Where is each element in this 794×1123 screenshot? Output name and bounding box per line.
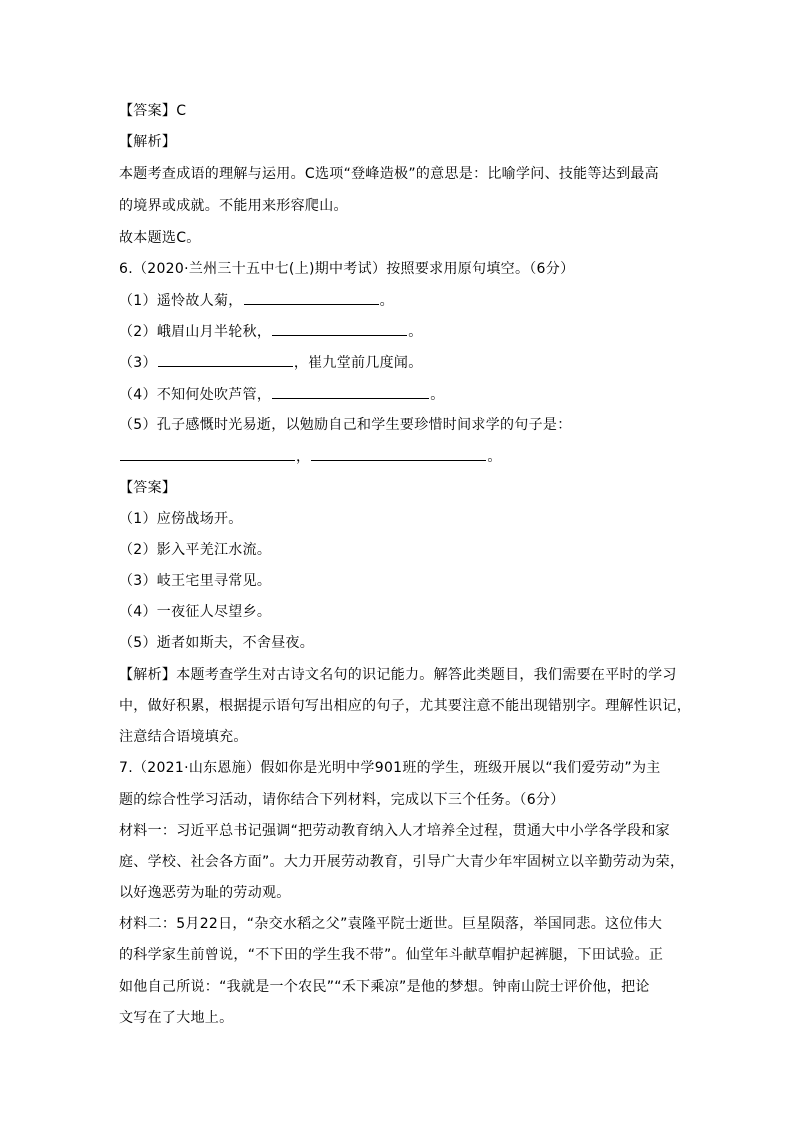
q7-material2-line-1: 材料二：5月22日，“杂交水稻之父”袁隆平院士逝世。巨星陨落，举国同悲。这位伟大 bbox=[119, 916, 663, 932]
q7-material1-line-2: 庭、学校、社会各方面”。大力开展劳动教育，引导广大青少年牢固树立以辛勤劳动为荣， bbox=[119, 854, 685, 870]
q7-material1-line-3: 以好逸恶劳为耻的劳动观。 bbox=[119, 885, 291, 901]
q6-item-5: （5）孔子感慨时光易逝，以勉励自己和学生要珍惜时间求学的句子是： bbox=[119, 417, 572, 433]
q6-item-4: （4）不知何处吹芦管， 。 bbox=[119, 384, 445, 405]
q7-material1-line-1: 材料一：习近平总书记强调“把劳动教育纳入人才培养全过程，贯通大中小学各学段和家 bbox=[119, 823, 670, 839]
q6-analysis-line-2: 中，做好积累，根据提示语句写出相应的句子，尤其要注意不能出现错别字。理解性识记， bbox=[119, 698, 691, 714]
q5-analysis-line-1: 本题考查成语的理解与运用。C选项“登峰造极”的意思是：比喻学问、技能等达到最高 bbox=[119, 166, 659, 182]
q5-conclusion: 故本题选C。 bbox=[119, 230, 201, 246]
q6-answer-label: 【答案】 bbox=[119, 480, 177, 496]
q6-answer-2: （2）影入平羌江水流。 bbox=[119, 542, 272, 558]
q7-material2-line-3: 如他自己所说：“我就是一个农民”“禾下乘凉”是他的梦想。钟南山院士评价他，把论 bbox=[119, 979, 650, 995]
q5-analysis-label: 【解析】 bbox=[119, 134, 177, 150]
q6-answer-5: （5）逝者如斯夫，不舍昼夜。 bbox=[119, 635, 315, 651]
q5-analysis-line-2: 的境界或成就。不能用来形容爬山。 bbox=[119, 198, 348, 214]
q6-analysis-line-1: 【解析】本题考查学生对古诗文名句的识记能力。解答此类题目，我们需要在平时的学习 bbox=[119, 667, 677, 683]
fill-blank[interactable] bbox=[120, 446, 295, 461]
q7-material2-line-2: 的科学家生前曾说，“不下田的学生我不带”。仙堂年斗献草帽护起裤腿，下田试验。正 bbox=[119, 947, 664, 963]
q6-answer-3: （3）岐王宅里寻常见。 bbox=[119, 573, 272, 589]
q6-item-5-blanks: ， 。 bbox=[119, 446, 502, 467]
fill-blank[interactable] bbox=[311, 446, 486, 461]
fill-blank[interactable] bbox=[158, 352, 293, 367]
q7-stem-line-1: 7.（2021·山东恩施）假如你是光明中学901班的学生，班级开展以“我们爱劳动”为主 bbox=[119, 760, 661, 776]
q5-answer-label: 【答案】C bbox=[119, 103, 187, 119]
q6-stem: 6.（2020·兰州三十五中七(上)期中考试）按照要求用原句填空。（6分） bbox=[119, 261, 575, 277]
q6-answer-4: （4）一夜征人尽望乡。 bbox=[119, 604, 272, 620]
fill-blank[interactable] bbox=[272, 321, 407, 336]
q7-stem-line-2: 题的综合性学习活动，请你结合下列材料，完成以下三个任务。（6分） bbox=[119, 792, 565, 808]
q6-item-1: （1）遥怜故人菊， 。 bbox=[119, 290, 394, 311]
fill-blank[interactable] bbox=[272, 384, 429, 399]
q6-item-3: （3） ，崔九堂前几度闻。 bbox=[119, 352, 423, 373]
fill-blank[interactable] bbox=[244, 290, 379, 305]
q6-analysis-line-3: 注意结合语境填充。 bbox=[119, 729, 248, 745]
q7-material2-line-4: 文写在了大地上。 bbox=[119, 1010, 234, 1026]
q6-answer-1: （1）应傍战场开。 bbox=[119, 511, 243, 527]
q6-item-2: （2）峨眉山月半轮秋， 。 bbox=[119, 321, 423, 342]
